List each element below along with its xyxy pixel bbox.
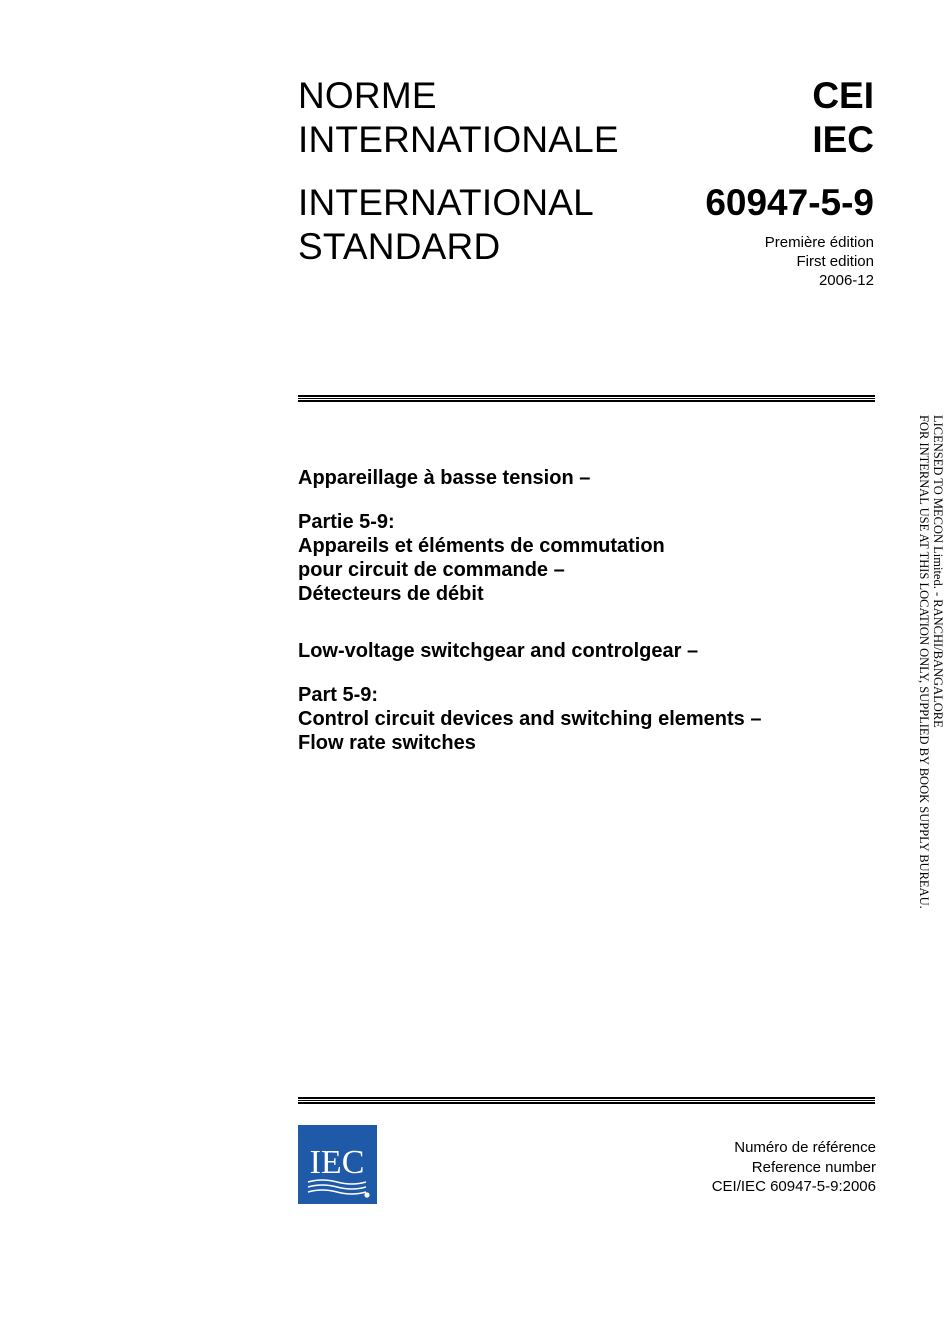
standard-number: 60947-5-9	[705, 182, 874, 223]
en-title-line2: Flow rate switches	[298, 732, 476, 754]
iec-logo-waves	[308, 1180, 366, 1194]
document-title	[298, 74, 619, 269]
reference-en-label: Reference number	[751, 1158, 876, 1176]
fr-title-line1: Appareils et éléments de commutation	[298, 535, 665, 557]
bottom-divider	[298, 1097, 875, 1104]
license-notice	[915, 415, 945, 935]
fr-part: Partie 5-9:	[298, 511, 395, 533]
edition-fr: Première édition	[764, 234, 874, 251]
en-part: Part 5-9:	[298, 684, 379, 706]
en-series: Low-voltage switchgear and controlgear –	[298, 640, 699, 662]
iec-logo-dot	[364, 1192, 369, 1197]
reference-value: CEI/IEC 60947-5-9:2006	[711, 1178, 876, 1195]
license-line2: FOR INTERNAL USE AT THIS LOCATION ONLY, SUPPLIED BY BOOK SUPPLY BUREAU.	[917, 415, 931, 909]
edition-info	[765, 233, 874, 290]
iec-logo-mark	[298, 1125, 377, 1204]
reference-fr-label: Numéro de référence	[734, 1139, 876, 1156]
top-divider	[298, 395, 875, 402]
identifier-cei: CEI	[812, 75, 874, 116]
en-title-line1: Control circuit devices and switching elements –	[298, 708, 762, 730]
edition-en: First edition	[796, 253, 874, 270]
title-en-line1: INTERNATIONAL	[298, 182, 594, 223]
fr-title-line3: Détecteurs de débit	[298, 583, 484, 605]
standard-subject	[298, 466, 875, 755]
title-fr-line1: NORME	[298, 75, 437, 116]
edition-date: 2006-12	[818, 272, 874, 289]
iec-logo-text: IEC	[309, 1144, 365, 1181]
identifier-iec: IEC	[812, 119, 874, 160]
fr-series: Appareillage à basse tension –	[298, 467, 591, 489]
title-en-line2: STANDARD	[298, 226, 501, 267]
fr-title-line2: pour circuit de commande –	[298, 559, 565, 581]
reference-number	[712, 1138, 876, 1197]
standard-identifier	[705, 74, 874, 225]
license-line1: LICENSED TO MECON Limited. - RANCHI/BANGALORE	[931, 415, 945, 728]
title-fr-line2: INTERNATIONALE	[298, 119, 619, 160]
iec-logo	[298, 1125, 377, 1204]
